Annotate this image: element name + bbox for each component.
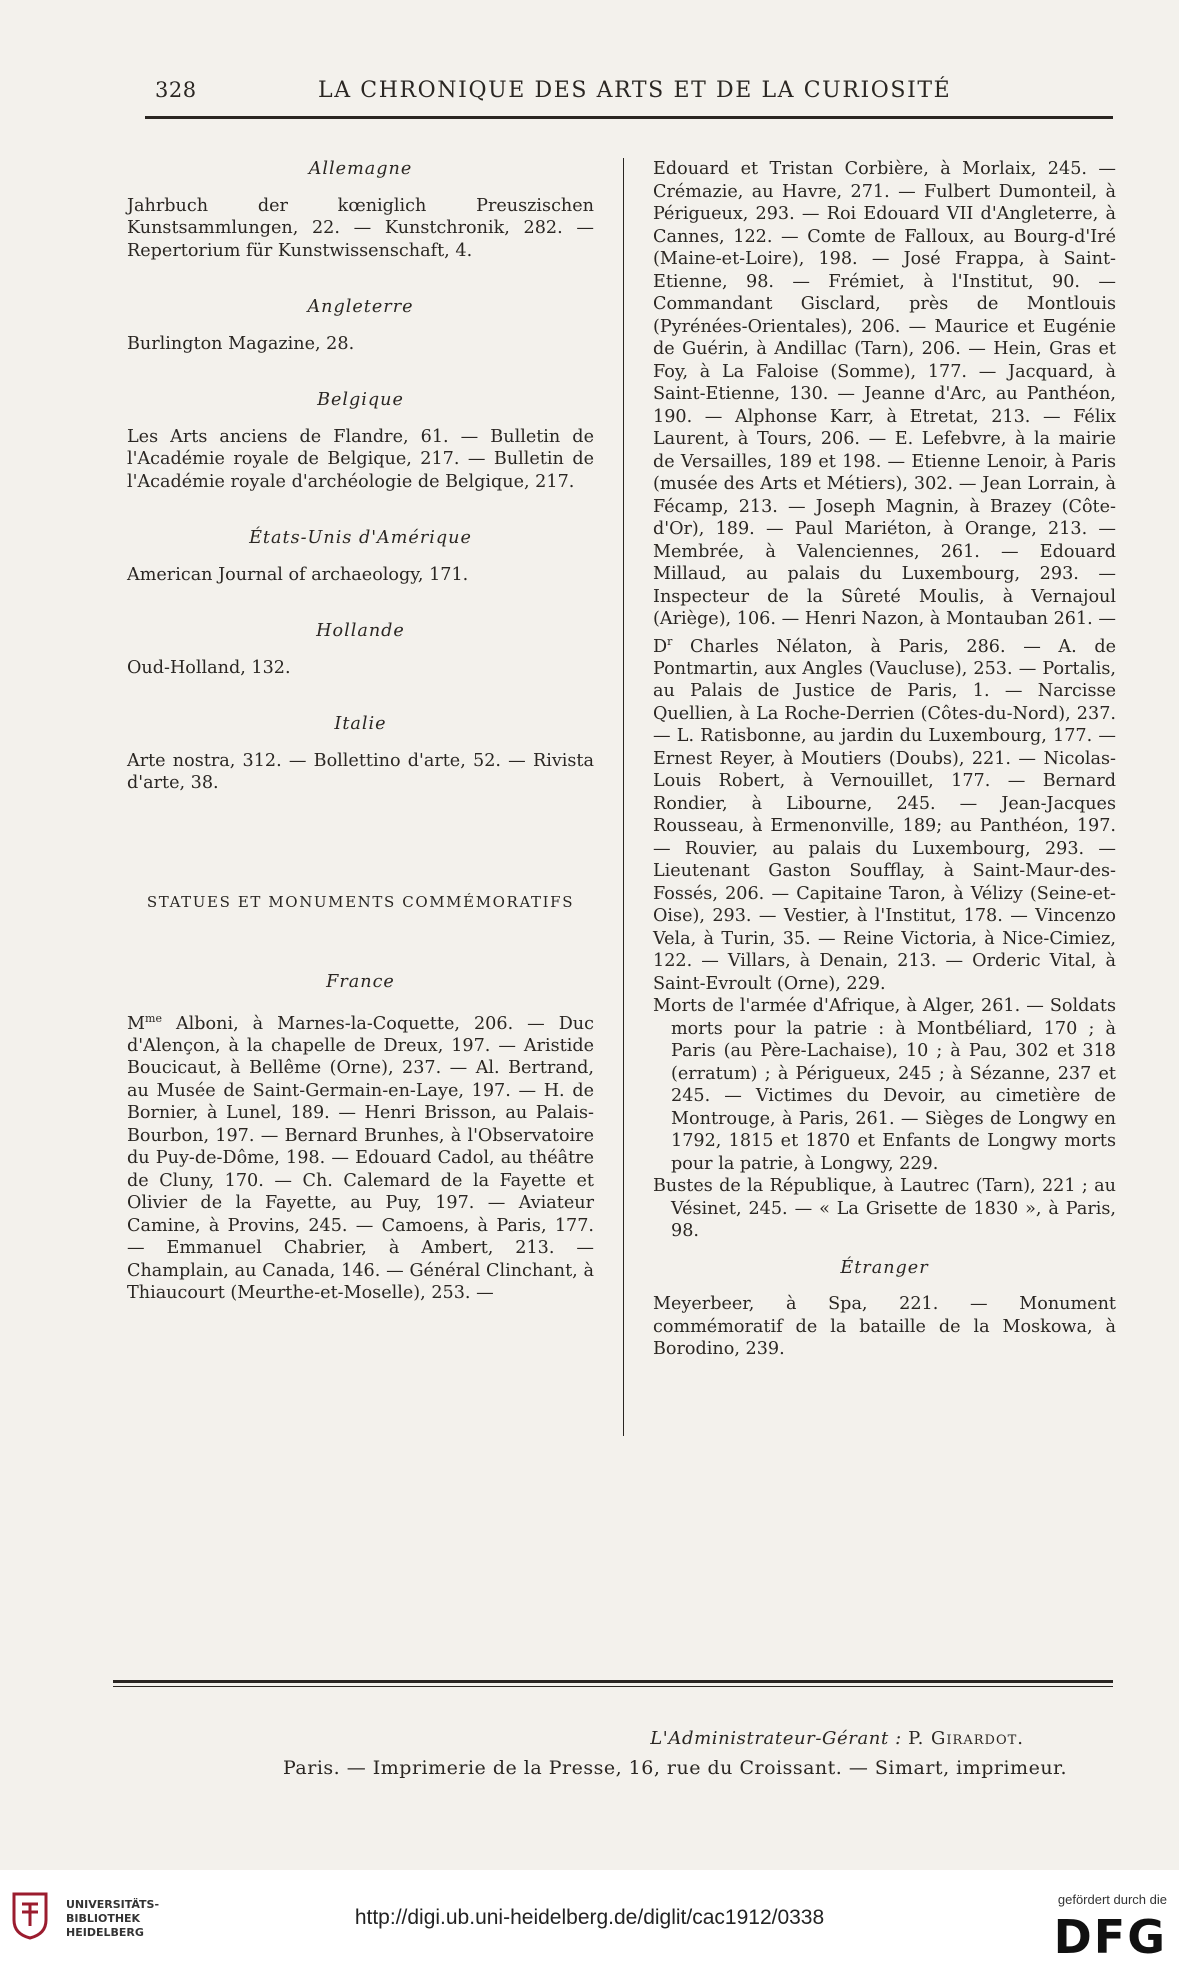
section-text: Burlington Magazine, 28. [127, 333, 355, 354]
library-line: UNIVERSITÄTS- [66, 1898, 160, 1911]
library-line: BIBLIOTHEK [66, 1912, 141, 1925]
statues-heading: STATUES ET MONUMENTS COMMÉMORATIFS [146, 892, 575, 911]
bustes-entry: Bustes de la République, à Lautrec (Tarn), 221 ; au Vésinet, 245. — « La Grisette de 1830 », à Paris, 98. [653, 1176, 1116, 1242]
morts-entry: Morts de l'armée d'Afrique, à Alger, 261. — Soldats morts pour la patrie : à Montbéliard, 170 ; à Paris (au Père-Lachaise), 10 ; à Pau, 302 et 318 (erratum) ; à Périgueux, 245 ; à Sézanne, 237 et 245. — Victimes du Devoir, au cimetière de Montrouge, à Paris, 261. — Sièges de Longwy en 1792, 1815 et 1870 et Enfants de Longwy morts pour la patrie, à Longwy, 229. [653, 996, 1116, 1174]
section-title: États-Unis d'Amérique [249, 528, 472, 548]
dfg-logo: DFG [1053, 1910, 1167, 1964]
section-italie [127, 713, 594, 795]
source-url-link[interactable]: http://digi.ub.uni-heidelberg.de/diglit/cac1912/0338 [354, 1906, 825, 1929]
section-title: Allemagne [308, 159, 413, 179]
section-text: Meyerbeer, à Spa, 221. — Monument commémoratif de la bataille de la Moskowa, à Borodino, 239. [653, 1294, 1116, 1360]
printer-line: Paris. — Imprimerie de la Presse, 16, rue du Croissant. — Simart, imprimeur. [283, 1757, 1068, 1779]
footer-rule-thin [113, 1686, 1113, 1687]
running-title: LA CHRONIQUE DES ARTS ET DE LA CURIOSITÉ [318, 78, 952, 103]
column-rule [623, 158, 624, 1436]
m-prefix: M [127, 1013, 146, 1034]
section-text [127, 1008, 594, 1305]
digitization-bar [0, 1870, 1179, 1971]
section-title: Belgique [317, 390, 404, 410]
footer-rule-thick [113, 1680, 1113, 1683]
section-hollande [127, 620, 594, 679]
section-etranger [653, 1257, 1116, 1361]
section-title: France [326, 972, 395, 992]
section-title: Angleterre [307, 297, 414, 317]
france-entries: Alboni, à Marnes-la-Coquette, 206. — Duc d'Alençon, à la chapelle de Dreux, 197. — Aristide Boucicaut, à Bellême (Orne), 237. — Al. Bertrand, au Musée de Saint-Germain-en-Laye, 197. — H. de Bornier, à Lunel, 189. — Henri Brisson, au Palais-Bourbon, 197. — Bernard Brunhes, à l'Observatoire du Puy-de-Dôme, 198. — Edouard Cadol, au théâtre de Cluny, 170. — Ch. Calemard de la Fayette et Olivier de la Fayette, au Puy, 197. — Aviateur Camine, à Provins, 245. — Camoens, à Paris, 177. — Emmanuel Chabrier, à Ambert, 213. — Champlain, au Canada, 146. — Général Clinchant, à Thiaucourt (Meurthe-et-Moselle), 253. — [127, 1013, 594, 1304]
funding-note: gefördert durch die [1057, 1892, 1167, 1907]
administrator-line [650, 1728, 1024, 1749]
library-line: HEIDELBERG [66, 1926, 144, 1939]
section-text: Oud-Holland, 132. [127, 657, 291, 678]
dr-superscript: r [667, 634, 673, 648]
france-continuation [653, 158, 1116, 995]
section-text: American Journal of archaeology, 171. [127, 564, 469, 585]
section-text: Jahrbuch der kœniglich Preuszischen Kunstsammlungen, 22. — Kunstchronik, 282. — Repertorium für Kunstwissenschaft, 4. [127, 195, 594, 261]
left-column [127, 158, 594, 1305]
section-text: Arte nostra, 312. — Bollettino d'arte, 52. — Rivista d'arte, 38. [127, 750, 594, 793]
admin-name: P. Girardot. [908, 1728, 1024, 1749]
section-france [127, 971, 594, 1305]
section-title: Italie [334, 714, 387, 734]
section-etats-unis [127, 527, 594, 586]
header-rule [145, 116, 1113, 119]
section-title: Étranger [840, 1257, 929, 1278]
section-title: Hollande [316, 621, 405, 641]
continuation-text-b: Charles Nélaton, à Paris, 286. — A. de Pontmartin, aux Angles (Vaucluse), 253. — Portalis, au Palais de Justice de Paris, 1. — Narcisse Quellien, à La Roche-Derrien (Côtes-du-Nord), 237. — L. Ratisbonne, au jardin du Luxembourg, 177. — Ernest Reyer, à Moutiers (Doubs), 221. — Nicolas-Louis Robert, à Vernouillet, 177. — Bernard Rondier, à Libourne, 245. — Jean-Jacques Rousseau, à Ermenonville, 189; au Panthéon, 197. — Rouvier, au palais du Luxembourg, 293. — Lieutenant Gaston Soufflay, à Saint-Maur-des-Fossés, 206. — Capitaine Taron, à Vélizy (Seine-et-Oise), 293. — Vestier, à l'Institut, 178. — Vincenzo Vela, à Turin, 35. — Reine Victoria, à Nice-Cimiez, 122. — Villars, à Denain, 213. — Orderic Vital, à Saint-Evroult (Orne), 229. [653, 636, 1116, 994]
section-belgique [127, 389, 594, 493]
section-text: Les Arts anciens de Flandre, 61. — Bulletin de l'Académie royale de Belgique, 217. — Bulletin de l'Académie royale d'archéologie de Belgique, 217. [127, 426, 594, 492]
continuation-text-a: Edouard et Tristan Corbière, à Morlaix, 245. — Crémazie, au Havre, 271. — Fulbert Dumonteil, à Périgueux, 293. — Roi Edouard VII d'Angleterre, à Cannes, 122. — Comte de Falloux, au Bourg-d'Iré (Maine-et-Loire), 198. — José Frappa, à Saint-Etienne, 98. — Frémiet, à l'Institut, 90. — Commandant Gisclard, près de Montlouis (Pyrénées-Orientales), 206. — Maurice et Eugénie de Guérin, à Andillac (Tarn), 206. — Hein, Gras et Foy, à La Faloise (Somme), 177. — Jacquard, à Saint-Etienne, 130. — Jeanne d'Arc, au Panthéon, 190. — Alphonse Karr, à Etretat, 213. — Félix Laurent, à Tours, 206. — E. Lefebvre, à la mairie de Versailles, 189 et 198. — Etienne Lenoir, à Paris (musée des Arts et Métiers), 302. — Jean Lorrain, à Fécamp, 213. — Joseph Magnin, à Brazey (Côte-d'Or), 189. — Paul Mariéton, à Orange, 213. — Membrée, à Valenciennes, 261. — Edouard Millaud, au palais du Luxembourg, 293. — Inspecteur de la Sûreté Moulis, à Vernajoul (Ariège), 106. — Henri Nazon, à Montauban 261. — D [653, 159, 1116, 657]
page-number: 328 [155, 78, 197, 102]
section-allemagne [127, 158, 594, 262]
m-superscript: me [145, 1011, 162, 1025]
right-column [653, 158, 1116, 1361]
admin-label: L'Administrateur-Gérant : [650, 1728, 902, 1749]
section-angleterre [127, 296, 594, 355]
